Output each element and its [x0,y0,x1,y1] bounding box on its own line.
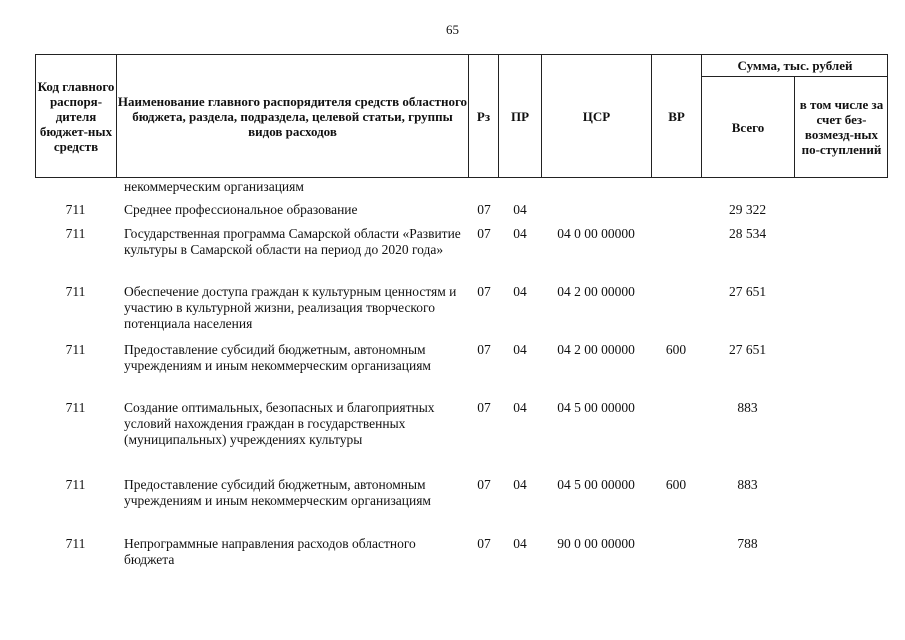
cell-name: Создание оптимальных, безопасных и благоприятных условий нахождения граждан в государственных (муниципальных) учреждениях культуры [124,400,435,447]
cell-name: Государственная программа Самарской области «Развитие культуры в Самарской области на период до 2020 года» [124,226,461,257]
header-free: в том числе за счет без-возмезд-ных по-ступлений [799,97,884,157]
cell-rz: 07 [477,284,491,299]
cell-code: 711 [65,400,86,415]
header-vr: ВР [668,108,685,124]
header-pr: ПР [510,108,530,124]
cell-total: 788 [737,536,758,551]
table-header [35,54,888,178]
cell-pr: 04 [513,226,527,241]
cell-total: 28 534 [728,226,767,241]
header-csr: ЦСР [582,108,611,124]
cell-code: 711 [65,536,86,551]
continuation-text: некоммерческим организациям [124,179,304,194]
cell-csr: 04 2 00 00000 [557,342,635,357]
cell-csr: 04 0 00 00000 [557,226,635,241]
cell-csr: 90 0 00 00000 [557,536,635,551]
cell-total: 27 651 [728,342,767,357]
cell-total: 883 [737,400,758,415]
cell-pr: 04 [513,536,527,551]
cell-rz: 07 [477,477,491,492]
cell-name: Непрограммные направления расходов областного бюджета [124,536,416,567]
cell-vr: 600 [665,477,687,492]
page-number: 65 [446,22,459,37]
cell-code: 711 [65,202,86,217]
cell-rz: 07 [477,536,491,551]
cell-pr: 04 [513,400,527,415]
cell-name: Обеспечение доступа граждан к культурным ценностям и участию в культурной жизни, реализация творческого потенциала населения [124,284,457,331]
cell-rz: 07 [477,202,491,217]
cell-code: 711 [65,226,86,241]
cell-code: 711 [65,284,86,299]
cell-csr: 04 2 00 00000 [557,284,635,299]
cell-csr: 04 5 00 00000 [557,400,635,415]
cell-rz: 07 [477,400,491,415]
cell-code: 711 [65,342,86,357]
cell-rz: 07 [477,342,491,357]
cell-total: 27 651 [728,284,767,299]
cell-pr: 04 [513,284,527,299]
cell-name: Среднее профессиональное образование [124,202,358,217]
cell-total: 883 [737,477,758,492]
header-rz: Рз [476,108,491,124]
cell-pr: 04 [513,477,527,492]
cell-name: Предоставление субсидий бюджетным, автономным учреждениям и иным некоммерческим организациям [124,342,431,373]
cell-pr: 04 [513,202,527,217]
cell-pr: 04 [513,342,527,357]
header-code: Код главного распоря-дителя бюджет-ных средств [37,78,115,154]
cell-code: 711 [65,477,86,492]
cell-vr: 600 [665,342,687,357]
cell-total: 29 322 [728,202,767,217]
cell-csr: 04 5 00 00000 [557,477,635,492]
cell-name: Предоставление субсидий бюджетным, автономным учреждениям и иным некоммерческим организациям [124,477,431,508]
header-sum: Сумма, тыс. рублей [737,58,853,73]
cell-rz: 07 [477,226,491,241]
header-name: Наименование главного распорядителя средств областного бюджета, раздела, подраздела, целевой статьи, группы видов расходов [117,93,468,139]
header-total: Всего [731,119,765,135]
